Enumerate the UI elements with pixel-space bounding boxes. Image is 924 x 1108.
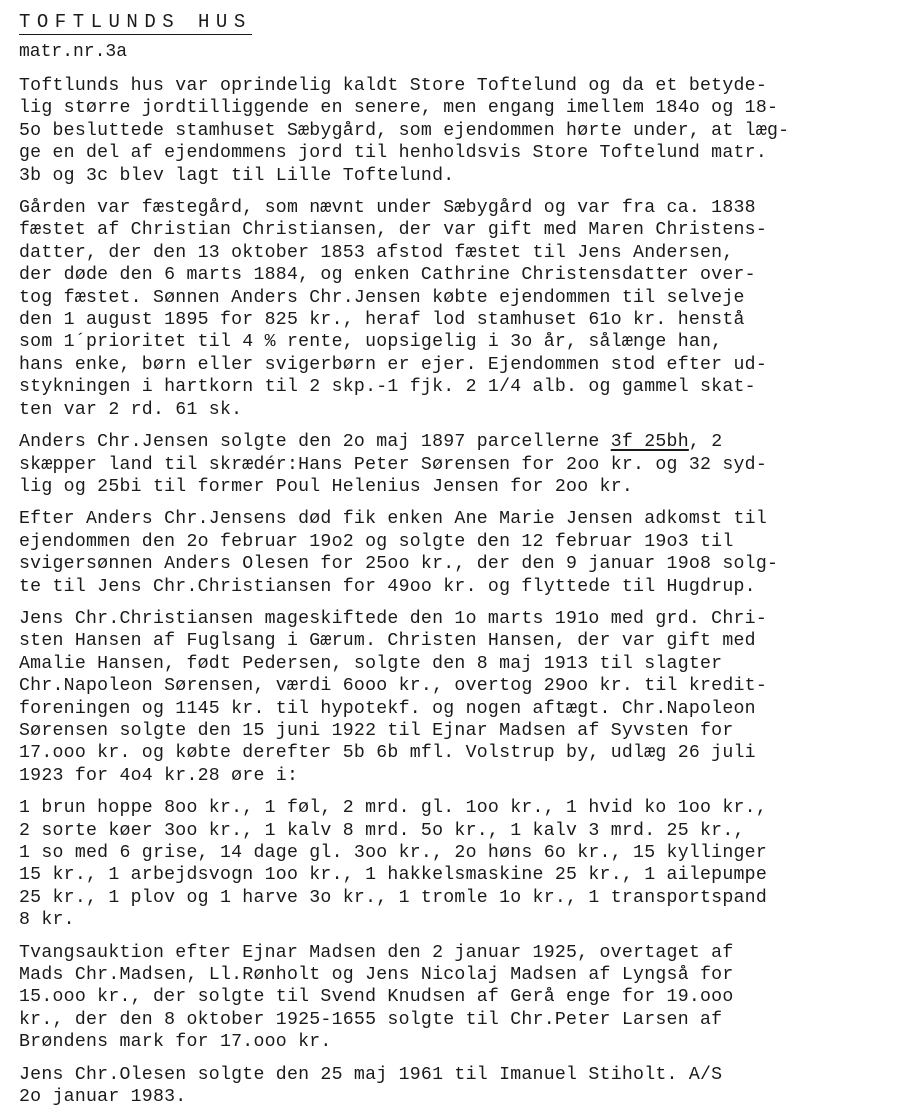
text-line: 17.ooo kr. og købte derefter 5b 6b mfl. Volstrup by, udlæg 26 juli bbox=[19, 743, 756, 764]
text-line: fæstet af Christian Christiansen, der var gift med Maren Christens- bbox=[19, 220, 768, 241]
text-line: datter, der den 13 oktober 1853 afstod fæstet til Jens Andersen, bbox=[19, 242, 734, 263]
paragraph bbox=[19, 75, 910, 187]
text-line: lig og 25bi til former Poul Helenius Jensen for 2oo kr. bbox=[19, 476, 634, 497]
text-line: Gården var fæstegård, som nævnt under Sæbygård og var fra ca. 1838 bbox=[19, 198, 756, 219]
text-line: hans enke, børn eller svigerbørn er ejer. Ejendommen stod efter ud- bbox=[19, 354, 768, 375]
text-line: sten Hansen af Fuglsang i Gærum. Christen Hansen, der var gift med bbox=[19, 631, 756, 652]
text-line: 3b og 3c blev lagt til Lille Toftelund. bbox=[19, 165, 455, 186]
text-line: Amalie Hansen, født Pedersen, solgte den 8 maj 1913 til slagter bbox=[19, 653, 723, 674]
text-line: som 1´prioritet til 4 % rente, uopsigelig i 3o år, sålænge han, bbox=[19, 332, 723, 353]
paragraph bbox=[19, 1064, 910, 1108]
text-line: stykningen i hartkorn til 2 skp.-1 fjk. 2 1/4 alb. og gammel skat- bbox=[19, 377, 756, 398]
paragraph bbox=[19, 431, 910, 498]
text-line: Efter Anders Chr.Jensens død fik enken Ane Marie Jensen adkomst til bbox=[19, 509, 768, 530]
paragraph bbox=[19, 797, 910, 931]
text-line: 25 kr., 1 plov og 1 harve 3o kr., 1 tromle 1o kr., 1 transportspand bbox=[19, 887, 768, 908]
text-line: lig større jordtilliggende en senere, men engang imellem 184o og 18- bbox=[19, 98, 779, 119]
text-line: kr., der den 8 oktober 1925-1655 solgte til Chr.Peter Larsen af bbox=[19, 1009, 723, 1030]
text-line: Sørensen solgte den 15 juni 1922 til Ejnar Madsen af Syvsten for bbox=[19, 720, 734, 741]
text-line: Toftlunds hus var oprindelig kaldt Store Toftelund og da et betyde- bbox=[19, 76, 768, 96]
text-line: 1923 for 4o4 kr.28 øre i: bbox=[19, 765, 299, 786]
text-line: 5o besluttede stamhuset Sæbygård, som ejendommen hørte under, at læg- bbox=[19, 120, 790, 141]
text-line: 1 brun hoppe 8oo kr., 1 føl, 2 mrd. gl. 1oo kr., 1 hvid ko 1oo kr., bbox=[19, 798, 768, 819]
document-subtitle: matr.nr.3a bbox=[19, 42, 128, 62]
text-line: der døde den 6 marts 1884, og enken Cathrine Christensdatter over- bbox=[19, 265, 756, 286]
text-line: 15.ooo kr., der solgte til Svend Knudsen af Gerå enge for 19.ooo bbox=[19, 987, 734, 1008]
paragraph bbox=[19, 197, 910, 421]
text-line: Jens Chr.Christiansen mageskiftede den 1o marts 191o med grd. Chri- bbox=[19, 608, 768, 629]
text-line: svigersønnen Anders Olesen for 25oo kr., der den 9 januar 19o8 solg- bbox=[19, 554, 779, 575]
text-line: den 1 august 1895 for 825 kr., heraf lod stamhuset 61o kr. henstå bbox=[19, 310, 745, 331]
text-line: foreningen og 1145 kr. til hypotekf. og nogen aftægt. Chr.Napoleon bbox=[19, 698, 756, 719]
text-line: 1 so med 6 grise, 14 dage gl. 3oo kr., 2o høns 6o kr., 15 kyllinger bbox=[19, 843, 768, 863]
text-line: 2 sorte køer 3oo kr., 1 kalv 8 mrd. 5o kr., 1 kalv 3 mrd. 25 kr., bbox=[19, 820, 745, 841]
paragraph bbox=[19, 608, 910, 787]
text-line: Jens Chr.Olesen solgte den 25 maj 1961 til Imanuel Stiholt. A/S bbox=[19, 1064, 723, 1085]
text-line: te til Jens Chr.Christiansen for 49oo kr. og flyttede til Hugdrup. bbox=[19, 576, 756, 597]
paragraph bbox=[19, 508, 910, 598]
text-line: Mads Chr.Madsen, Ll.Rønholt og Jens Nicolaj Madsen af Lyngså for bbox=[19, 965, 734, 986]
text-line: ge en del af ejendommens jord til henholdsvis Store Toftelund matr. bbox=[19, 143, 768, 164]
text-line: Tvangsauktion efter Ejnar Madsen den 2 januar 1925, overtaget af bbox=[19, 942, 734, 963]
text-line: Brøndens mark for 17.ooo kr. bbox=[19, 1032, 332, 1053]
text-line: Anders Chr.Jensen solgte den 2o maj 1897 parcellerne 3f 25bh, 2 bbox=[19, 432, 723, 453]
document-title: TOFTLUNDS HUS bbox=[19, 11, 252, 33]
text-line: 15 kr., 1 arbejdsvogn 1oo kr., 1 hakkelsmaskine 25 kr., 1 ailepumpe bbox=[19, 865, 768, 886]
text-line: 8 kr. bbox=[19, 910, 75, 931]
text-line: ten var 2 rd. 61 sk. bbox=[19, 399, 243, 420]
text-line: Chr.Napoleon Sørensen, værdi 6ooo kr., overtog 29oo kr. til kredit- bbox=[19, 676, 768, 697]
text-line: 2o januar 1983. bbox=[19, 1087, 187, 1108]
text-line: tog fæstet. Sønnen Anders Chr.Jensen købte ejendommen til selveje bbox=[19, 287, 745, 308]
document-body bbox=[19, 75, 910, 1108]
paragraph bbox=[19, 942, 910, 1054]
text-line: ejendommen den 2o februar 19o2 og solgte den 12 februar 19o3 til bbox=[19, 531, 734, 552]
text-line: skæpper land til skrædér:Hans Peter Sørensen for 2oo kr. og 32 syd- bbox=[19, 454, 768, 475]
